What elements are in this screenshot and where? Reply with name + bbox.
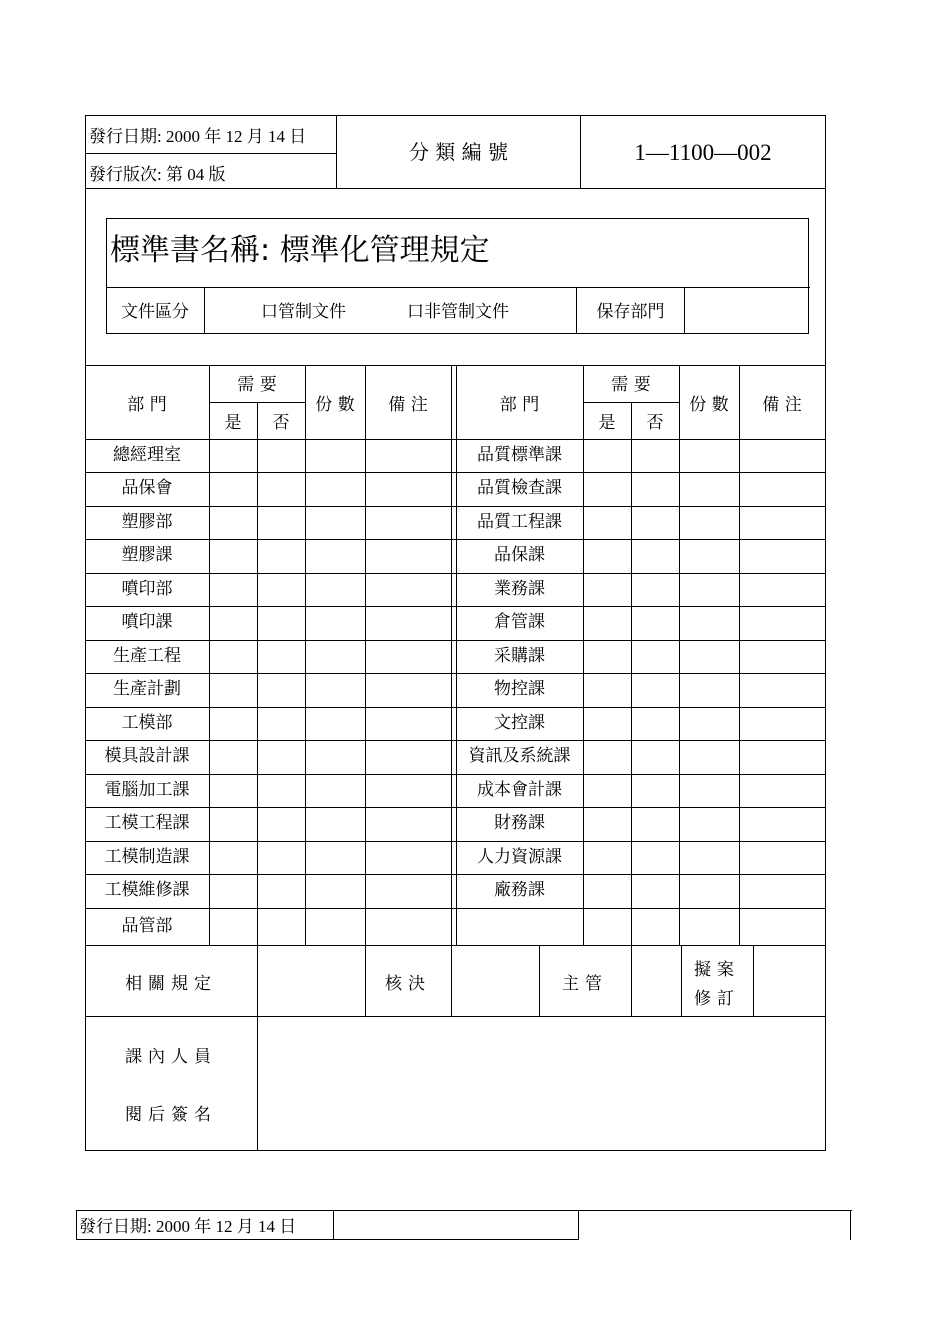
- dept-name-left: 噴印部: [121, 579, 173, 599]
- header-remark-left: 備 注: [388, 395, 428, 415]
- classification-label: 分 類 編 號: [408, 140, 509, 164]
- header-copies-right: 份 數: [689, 395, 729, 415]
- table-row-line: [85, 908, 826, 909]
- approval-vline-1: [257, 945, 258, 1150]
- table-row-line: [85, 606, 826, 607]
- header-dept-left: 部 門: [127, 395, 167, 415]
- approval-vline-3: [451, 945, 452, 1016]
- issue-date-text: 發行日期: 2000 年 12 月 14 日: [89, 127, 307, 146]
- table-row-line: [85, 740, 826, 741]
- dept-name-left: 電腦加工課: [104, 780, 190, 800]
- table-bottom-line: [85, 945, 826, 946]
- table-row-line: [85, 707, 826, 708]
- table-vline-7: [679, 365, 680, 945]
- draft-label-1: 擬案: [694, 960, 740, 980]
- supervisor-label: 主管: [562, 974, 608, 994]
- footer-top-line: [76, 1210, 852, 1211]
- table-vline-1: [209, 365, 210, 945]
- table-row-line: [85, 640, 826, 641]
- signature-area[interactable]: [259, 1018, 824, 1149]
- approve-label: 核決: [385, 974, 431, 994]
- dept-name-left: 工模制造課: [104, 847, 190, 867]
- table-row-line: [85, 472, 826, 473]
- title-box-divider: [106, 287, 810, 288]
- dept-name-right: 成本會計課: [477, 780, 562, 800]
- table-row-line: [85, 439, 826, 440]
- header-need-left: 需 要: [237, 375, 277, 395]
- doc-section-label: 文件區分: [121, 302, 189, 322]
- table-vline-8: [739, 365, 740, 945]
- dept-name-left: 品保會: [121, 478, 173, 498]
- frame-left-line: [85, 115, 86, 1151]
- dept-name-right: 采購課: [494, 646, 545, 666]
- dept-name-right: 品質工程課: [477, 512, 562, 532]
- dept-name-right: 人力資源課: [477, 847, 562, 867]
- dept-name-left: 塑膠課: [121, 545, 173, 565]
- dept-name-left: 模具設計課: [104, 746, 190, 766]
- dept-name-left: 塑膠部: [121, 512, 173, 532]
- dept-name-left: 工模維修課: [104, 880, 190, 900]
- dept-name-left: 噴印課: [121, 612, 173, 632]
- dept-name-right: 物控課: [494, 679, 545, 699]
- dept-name-left: 品管部: [121, 916, 173, 936]
- dept-name-left: 生產工程: [113, 646, 181, 666]
- related-rules-label: 相關規定: [125, 974, 217, 994]
- title-box-vline-3: [684, 287, 685, 334]
- header-remark-right: 備 注: [762, 395, 802, 415]
- dept-name-right: 品質檢查課: [477, 478, 562, 498]
- footer-issue-date: 發行日期: 2000 年 12 月 14 日: [79, 1217, 297, 1236]
- signature-label-2: 閱后簽名: [125, 1105, 217, 1125]
- approval-vline-7: [753, 945, 754, 1016]
- approval-vline-5: [631, 945, 632, 1016]
- draft-label-2: 修訂: [694, 989, 740, 1009]
- table-row-line: [85, 506, 826, 507]
- table-row-line: [85, 573, 826, 574]
- footer-bottom-line: [76, 1239, 579, 1240]
- dept-name-left: 生產計劃: [113, 679, 181, 699]
- dept-name-left: 工模工程課: [104, 813, 190, 833]
- approval-bottom-line: [85, 1016, 826, 1017]
- dept-name-right: 業務課: [494, 579, 545, 599]
- table-row-line: [85, 774, 826, 775]
- dept-name-right: 文控課: [494, 713, 545, 733]
- dept-name-left: 工模部: [121, 713, 173, 733]
- table-row-line: [85, 807, 826, 808]
- option-controlled[interactable]: 口管制文件: [261, 302, 346, 322]
- frame-right-line: [825, 115, 826, 1151]
- frame-top-line: [85, 115, 826, 116]
- dept-name-left: 總經理室: [113, 445, 181, 465]
- dept-name-right: 品保課: [494, 545, 545, 565]
- table-row-line: [85, 841, 826, 842]
- frame-bottom-line: [85, 1150, 826, 1151]
- dept-name-right: 倉管課: [494, 612, 545, 632]
- header-no-right: 否: [646, 413, 664, 433]
- table-row-line: [85, 874, 826, 875]
- footer-vline-2: [578, 1210, 579, 1240]
- footer-left-line: [76, 1210, 77, 1240]
- dept-name-right: 廠務課: [494, 880, 545, 900]
- header-copies-left: 份 數: [315, 395, 355, 415]
- table-row-line: [85, 539, 826, 540]
- header-need-right: 需 要: [611, 375, 651, 395]
- header-dept-right: 部 門: [499, 395, 540, 415]
- table-vline-4: [365, 365, 366, 945]
- header-mid-line: [85, 153, 337, 154]
- footer-vline-1: [333, 1210, 334, 1240]
- title-box-vline-1: [204, 287, 205, 334]
- keep-dept-label: 保存部門: [596, 302, 665, 322]
- dept-name-right: 資訊及系統課: [468, 746, 571, 766]
- header-no-left: 否: [272, 413, 290, 433]
- table-row-line: [85, 673, 826, 674]
- document-title: 標準書名稱: 標準化管理規定: [110, 233, 490, 268]
- issue-version-text: 發行版次: 第 04 版: [89, 165, 226, 184]
- option-uncontrolled[interactable]: 口非管制文件: [407, 302, 509, 322]
- dept-name-right: 財務課: [494, 813, 545, 833]
- table-double-line-a: [451, 365, 452, 945]
- classification-number: 1—1100—002: [634, 140, 772, 165]
- signature-label-1: 課內人員: [125, 1047, 217, 1067]
- table-vline-5: [583, 365, 584, 945]
- dept-name-right: 品質標準課: [477, 445, 562, 465]
- header-bottom-line: [85, 188, 826, 189]
- footer-vline-3: [850, 1210, 851, 1240]
- header-yes-right: 是: [598, 413, 616, 433]
- header-yes-left: 是: [224, 413, 242, 433]
- table-vline-3: [305, 365, 306, 945]
